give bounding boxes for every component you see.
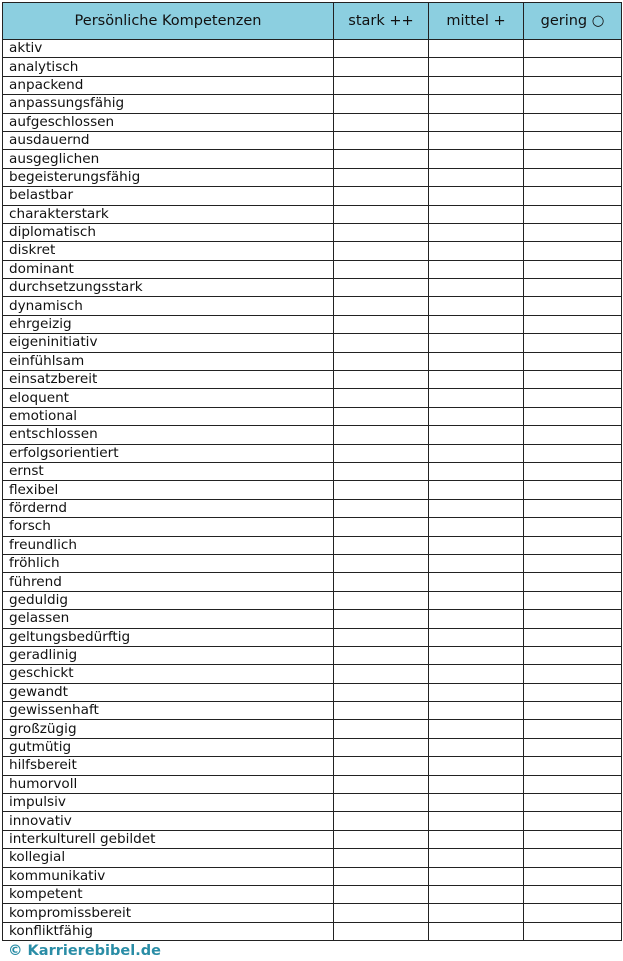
kompetenz-label: erfolgsorientiert [3,444,334,462]
gering-cell[interactable] [524,922,622,940]
stark-cell[interactable] [334,573,429,591]
gering-cell[interactable] [524,407,622,425]
gering-cell[interactable] [524,168,622,186]
stark-cell[interactable] [334,260,429,278]
mittel-cell[interactable] [429,113,524,131]
mittel-cell[interactable] [429,481,524,499]
stark-cell[interactable] [334,462,429,480]
kompetenz-label: diplomatisch [3,223,334,241]
gering-cell[interactable] [524,554,622,572]
kompetenz-label: hilfsbereit [3,757,334,775]
gering-cell[interactable] [524,849,622,867]
gering-cell[interactable] [524,260,622,278]
gering-cell[interactable] [524,444,622,462]
gering-cell[interactable] [524,462,622,480]
kompetenz-label: eloquent [3,389,334,407]
gering-cell[interactable] [524,628,622,646]
mittel-cell[interactable] [429,407,524,425]
kompetenz-label: gutmütig [3,738,334,756]
table-row [3,922,622,940]
table-row [3,168,622,186]
table-row [3,794,622,812]
gering-cell[interactable] [524,371,622,389]
stark-cell[interactable] [334,334,429,352]
kompetenz-label: geltungsbedürftig [3,628,334,646]
kompetenz-label: anpackend [3,76,334,94]
stark-cell[interactable] [334,536,429,554]
stark-cell[interactable] [334,371,429,389]
gering-cell[interactable] [524,389,622,407]
stark-cell[interactable] [334,554,429,572]
gering-cell[interactable] [524,95,622,113]
stark-cell[interactable] [334,518,429,536]
kompetenz-label: entschlossen [3,426,334,444]
gering-cell[interactable] [524,279,622,297]
table-row [3,499,622,517]
stark-cell[interactable] [334,499,429,517]
table-row [3,849,622,867]
table-row [3,95,622,113]
table-row [3,628,622,646]
mittel-cell[interactable] [429,334,524,352]
stark-cell[interactable] [334,683,429,701]
mittel-cell[interactable] [429,738,524,756]
gering-cell[interactable] [524,40,622,58]
kompetenz-label: emotional [3,407,334,425]
table-row [3,812,622,830]
table-row [3,260,622,278]
table-row [3,40,622,58]
kompetenz-label: aufgeschlossen [3,113,334,131]
stark-cell[interactable] [334,389,429,407]
mittel-cell[interactable] [429,131,524,149]
mittel-cell[interactable] [429,646,524,664]
table-row [3,205,622,223]
mittel-cell[interactable] [429,187,524,205]
copyright-footer: © Karrierebibel.de [8,943,161,959]
stark-cell[interactable] [334,610,429,628]
header-gering: gering ○ [524,3,622,40]
mittel-cell[interactable] [429,628,524,646]
mittel-cell[interactable] [429,591,524,609]
gering-cell[interactable] [524,738,622,756]
table-row [3,573,622,591]
table-row [3,518,622,536]
kompetenz-label: impulsiv [3,794,334,812]
table-row [3,867,622,885]
gering-cell[interactable] [524,426,622,444]
kompetenz-label: begeisterungsfähig [3,168,334,186]
kompetenz-label: flexibel [3,481,334,499]
table-header [3,3,622,40]
kompetenz-label: aktiv [3,40,334,58]
gering-cell[interactable] [524,885,622,903]
kompetenz-label: durchsetzungsstark [3,279,334,297]
mittel-cell[interactable] [429,665,524,683]
mittel-cell[interactable] [429,904,524,922]
gering-cell[interactable] [524,150,622,168]
gering-cell[interactable] [524,610,622,628]
mittel-cell[interactable] [429,573,524,591]
gering-cell[interactable] [524,536,622,554]
table-row [3,481,622,499]
table-row [3,665,622,683]
kompetenz-label: eigeninitiativ [3,334,334,352]
gering-cell[interactable] [524,242,622,260]
kompetenz-label: interkulturell gebildet [3,830,334,848]
stark-cell[interactable] [334,646,429,664]
table-row [3,297,622,315]
table-row [3,150,622,168]
stark-cell[interactable] [334,628,429,646]
gering-cell[interactable] [524,315,622,333]
table-row [3,646,622,664]
gering-cell[interactable] [524,481,622,499]
kompetenz-label: analytisch [3,58,334,76]
mittel-cell[interactable] [429,922,524,940]
table-row [3,352,622,370]
table-row [3,58,622,76]
kompetenzen-table [2,2,622,941]
gering-cell[interactable] [524,205,622,223]
gering-cell[interactable] [524,683,622,701]
stark-cell[interactable] [334,279,429,297]
mittel-cell[interactable] [429,150,524,168]
kompetenz-label: führend [3,573,334,591]
stark-cell[interactable] [334,775,429,793]
table-row [3,389,622,407]
header-mittel: mittel + [429,3,524,40]
mittel-cell[interactable] [429,812,524,830]
table-row [3,371,622,389]
kompetenz-label: großzügig [3,720,334,738]
table-row [3,554,622,572]
kompetenz-label: anpassungsfähig [3,95,334,113]
gering-cell[interactable] [524,334,622,352]
kompetenz-label: humorvoll [3,775,334,793]
kompetenz-label: kollegial [3,849,334,867]
stark-cell[interactable] [334,738,429,756]
kompetenz-label: dominant [3,260,334,278]
stark-cell[interactable] [334,426,429,444]
mittel-cell[interactable] [429,462,524,480]
mittel-cell[interactable] [429,426,524,444]
kompetenz-label: forsch [3,518,334,536]
mittel-cell[interactable] [429,536,524,554]
table-row [3,757,622,775]
kompetenz-label: gelassen [3,610,334,628]
stark-cell[interactable] [334,113,429,131]
mittel-cell[interactable] [429,205,524,223]
mittel-cell[interactable] [429,830,524,848]
stark-cell[interactable] [334,794,429,812]
gering-cell[interactable] [524,775,622,793]
stark-cell[interactable] [334,702,429,720]
kompetenz-label: geradlinig [3,646,334,664]
mittel-cell[interactable] [429,223,524,241]
gering-cell[interactable] [524,904,622,922]
gering-cell[interactable] [524,646,622,664]
mittel-cell[interactable] [429,885,524,903]
gering-cell[interactable] [524,665,622,683]
table-row [3,407,622,425]
kompetenz-label: fröhlich [3,554,334,572]
table-row [3,536,622,554]
header-stark: stark ++ [334,3,429,40]
gering-cell[interactable] [524,499,622,517]
mittel-cell[interactable] [429,518,524,536]
kompetenz-label: konfliktfähig [3,922,334,940]
gering-cell[interactable] [524,720,622,738]
mittel-cell[interactable] [429,683,524,701]
stark-cell[interactable] [334,444,429,462]
kompetenz-label: kommunikativ [3,867,334,885]
stark-cell[interactable] [334,720,429,738]
gering-cell[interactable] [524,830,622,848]
mittel-cell[interactable] [429,757,524,775]
gering-cell[interactable] [524,131,622,149]
table-row [3,591,622,609]
table-row [3,334,622,352]
gering-cell[interactable] [524,867,622,885]
stark-cell[interactable] [334,150,429,168]
mittel-cell[interactable] [429,297,524,315]
table-row [3,223,622,241]
table-row [3,683,622,701]
stark-cell[interactable] [334,242,429,260]
kompetenz-label: einsatzbereit [3,371,334,389]
table-row [3,885,622,903]
kompetenz-label: einfühlsam [3,352,334,370]
stark-cell[interactable] [334,95,429,113]
stark-cell[interactable] [334,205,429,223]
stark-cell[interactable] [334,407,429,425]
table-body [3,40,622,941]
stark-cell[interactable] [334,168,429,186]
stark-cell[interactable] [334,223,429,241]
table-row [3,113,622,131]
gering-cell[interactable] [524,113,622,131]
gering-cell[interactable] [524,757,622,775]
gering-cell[interactable] [524,702,622,720]
mittel-cell[interactable] [429,499,524,517]
mittel-cell[interactable] [429,554,524,572]
gering-cell[interactable] [524,297,622,315]
gering-cell[interactable] [524,573,622,591]
kompetenz-label: ehrgeizig [3,315,334,333]
stark-cell[interactable] [334,922,429,940]
gering-cell[interactable] [524,76,622,94]
gering-cell[interactable] [524,187,622,205]
stark-cell[interactable] [334,40,429,58]
gering-cell[interactable] [524,591,622,609]
mittel-cell[interactable] [429,702,524,720]
stark-cell[interactable] [334,481,429,499]
stark-cell[interactable] [334,297,429,315]
stark-cell[interactable] [334,849,429,867]
mittel-cell[interactable] [429,95,524,113]
mittel-cell[interactable] [429,794,524,812]
mittel-cell[interactable] [429,76,524,94]
stark-cell[interactable] [334,757,429,775]
kompetenz-label: geschickt [3,665,334,683]
mittel-cell[interactable] [429,610,524,628]
mittel-cell[interactable] [429,242,524,260]
stark-cell[interactable] [334,131,429,149]
kompetenz-label: diskret [3,242,334,260]
table-row [3,444,622,462]
stark-cell[interactable] [334,812,429,830]
stark-cell[interactable] [334,76,429,94]
header-kompetenzen: Persönliche Kompetenzen [3,3,334,40]
mittel-cell[interactable] [429,279,524,297]
table-row [3,131,622,149]
kompetenz-label: ernst [3,462,334,480]
kompetenz-label: ausdauernd [3,131,334,149]
gering-cell[interactable] [524,794,622,812]
table-row [3,462,622,480]
mittel-cell[interactable] [429,352,524,370]
stark-cell[interactable] [334,187,429,205]
kompetenz-label: innovativ [3,812,334,830]
table-row [3,610,622,628]
mittel-cell[interactable] [429,58,524,76]
mittel-cell[interactable] [429,168,524,186]
kompetenz-label: ausgeglichen [3,150,334,168]
mittel-cell[interactable] [429,775,524,793]
table-row [3,702,622,720]
kompetenz-label: geduldig [3,591,334,609]
gering-cell[interactable] [524,223,622,241]
mittel-cell[interactable] [429,371,524,389]
mittel-cell[interactable] [429,867,524,885]
table-row [3,76,622,94]
mittel-cell[interactable] [429,444,524,462]
gering-cell[interactable] [524,58,622,76]
table-row [3,775,622,793]
mittel-cell[interactable] [429,389,524,407]
stark-cell[interactable] [334,315,429,333]
mittel-cell[interactable] [429,720,524,738]
table-row [3,242,622,260]
table-row [3,279,622,297]
table-row [3,315,622,333]
gering-cell[interactable] [524,812,622,830]
kompetenz-label: freundlich [3,536,334,554]
kompetenz-label: charakterstark [3,205,334,223]
kompetenz-label: gewandt [3,683,334,701]
kompetenz-label: kompromissbereit [3,904,334,922]
table-row [3,187,622,205]
mittel-cell[interactable] [429,40,524,58]
stark-cell[interactable] [334,591,429,609]
stark-cell[interactable] [334,352,429,370]
table-row [3,738,622,756]
kompetenz-label: belastbar [3,187,334,205]
table-row [3,904,622,922]
stark-cell[interactable] [334,665,429,683]
table-row [3,720,622,738]
gering-cell[interactable] [524,352,622,370]
kompetenz-label: gewissenhaft [3,702,334,720]
kompetenz-label: kompetent [3,885,334,903]
kompetenz-label: dynamisch [3,297,334,315]
mittel-cell[interactable] [429,260,524,278]
stark-cell[interactable] [334,830,429,848]
mittel-cell[interactable] [429,315,524,333]
stark-cell[interactable] [334,885,429,903]
stark-cell[interactable] [334,58,429,76]
stark-cell[interactable] [334,904,429,922]
gering-cell[interactable] [524,518,622,536]
kompetenz-label: fördernd [3,499,334,517]
stark-cell[interactable] [334,867,429,885]
table-row [3,426,622,444]
table-row [3,830,622,848]
mittel-cell[interactable] [429,849,524,867]
